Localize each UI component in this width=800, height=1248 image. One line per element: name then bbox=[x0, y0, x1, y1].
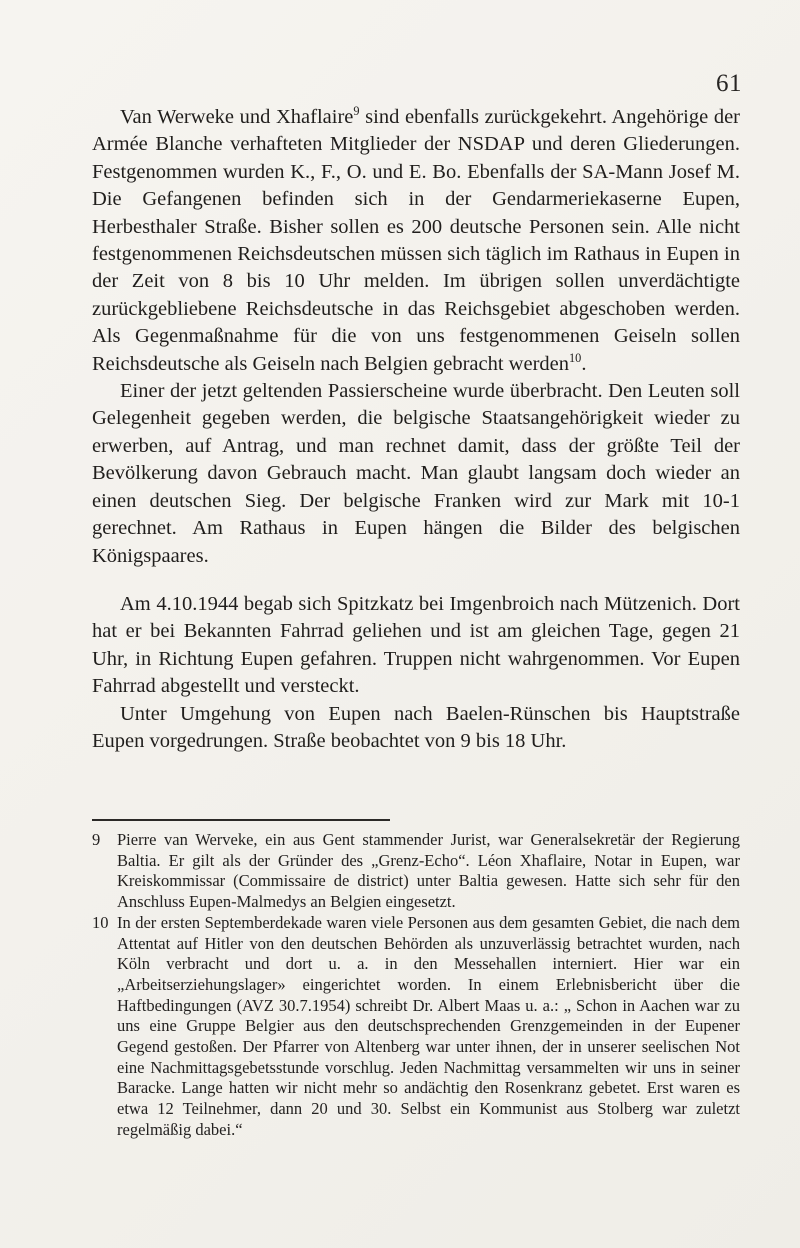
footnotes bbox=[92, 830, 740, 1141]
footnote-text: In der ersten Septemberdekade waren viele Personen aus dem gesamten Gebiet, die nach dem Attentat auf Hitler von den deutschen Behörden als unzuverlässig betrachtet wurden, nach Köln verbracht und dort u. a. in den Messehallen interniert. Hier war ein „Arbeitserziehungslager» eingerichtet worden. In einem Erlebnisbericht über die Haftbedingungen (AVZ 30.7.1954) schreibt Dr. Albert Maas u. a.: „ Schon in Aachen war zu uns eine Gruppe Belgier aus den deutschsprechenden Grenzgemeinden in der Eupener Gegend gestoßen. Der Pfarrer von Altenberg war unter ihnen, der in unserer seelischen Not eine Nachmittagsgebetsstunde vorschlug. Jeden Nachmittag versammelten wir uns in seiner Baracke. Lange hatten wir nicht mehr so andächtig den Rosenkranz gebetet. Erst waren es etwa 12 Teilnehmer, dann 20 und 30. Selbst ein Kommunist aus Stolberg war zuletzt regelmäßig dabei.“ bbox=[117, 912, 740, 1139]
paragraph: Van Werweke und Xhaflaire$^9$ sind ebenfalls zurückgekehrt. Angehörige der Armée Blanche verhafteten Mitglieder der NSDAP und deren Gliederungen. Festgenommen wurden K., F., O. und E. Bo. Ebenfalls der SA-Mann Josef M. Die Gefangenen befinden sich in der Gendarmeriekaserne Eupen, Herbesthaler Straße. Bisher sollen es 200 deutsche Personen sein. Alle nicht festgenommenen Reichsdeutschen müssen sich täglich im Rathaus in Eupen in der Zeit von 8 bis 10 Uhr melden. Im übrigen sollen unverdächtigte zurückgebliebene Reichsdeutsche in das Reichsgebiet abgeschoben werden. Als Gegenmaßnahme für die von uns festgenommenen Geiseln sollen Reichsdeutsche als Geiseln nach Belgien gebracht werden$^{10}$. bbox=[92, 104, 741, 375]
footnote-number: 9 bbox=[92, 830, 101, 849]
footnote-separator bbox=[92, 819, 390, 821]
footnote-item bbox=[92, 830, 740, 913]
main-text bbox=[92, 104, 740, 755]
paragraph: Unter Umgehung von Eupen nach Baelen-Rünschen bis Hauptstraße Eupen vorgedrungen. Straße beobachtet von 9 bis 18 Uhr. bbox=[92, 702, 740, 752]
footnote-item bbox=[92, 913, 740, 1141]
footnote-number: 10 bbox=[92, 912, 109, 932]
paragraph: Einer der jetzt geltenden Passierscheine wurde überbracht. Den Leuten soll Gelegenheit gegeben werden, die belgische Staatsangehörigkeit wieder zu erwerben, auf Antrag, und man rechnet damit, dass der größte Teil der Bevölkerung davon Gebrauch macht. Man glaubt langsam doch wieder an einen deutschen Sieg. Der belgische Franken wird zur Mark mit 10-1 gerechnet. Am Rathaus in Eupen hängen die Bilder des belgischen Königspaares. bbox=[92, 380, 740, 567]
footnote-text: Pierre van Werveke, ein aus Gent stammender Jurist, war Generalsekretär der Regierung Baltia. Er gilt als der Gründer des „Grenz-Echo“. Léon Xhaflaire, Notar in Eupen, war Kreiskommissar (Commissaire de district) unter Baltia gewesen. Hatte sich sehr für den Anschluss Eupen-Malmedys an Belgien eingesetzt. bbox=[117, 830, 740, 912]
footnote-reference: 10 bbox=[569, 350, 582, 365]
paragraph: Am 4.10.1944 begab sich Spitzkatz bei Imgenbroich nach Mützenich. Dort hat er bei Bekannten Fahrrad geliehen und ist am gleichen Tage, gegen 21 Uhr, in Richtung Eupen gefahren. Truppen nicht wahrgenommen. Vor Eupen Fahrrad abgestellt und versteckt. bbox=[92, 592, 740, 698]
footnote-reference: 9 bbox=[353, 104, 360, 119]
page-number: 61 bbox=[716, 70, 742, 97]
